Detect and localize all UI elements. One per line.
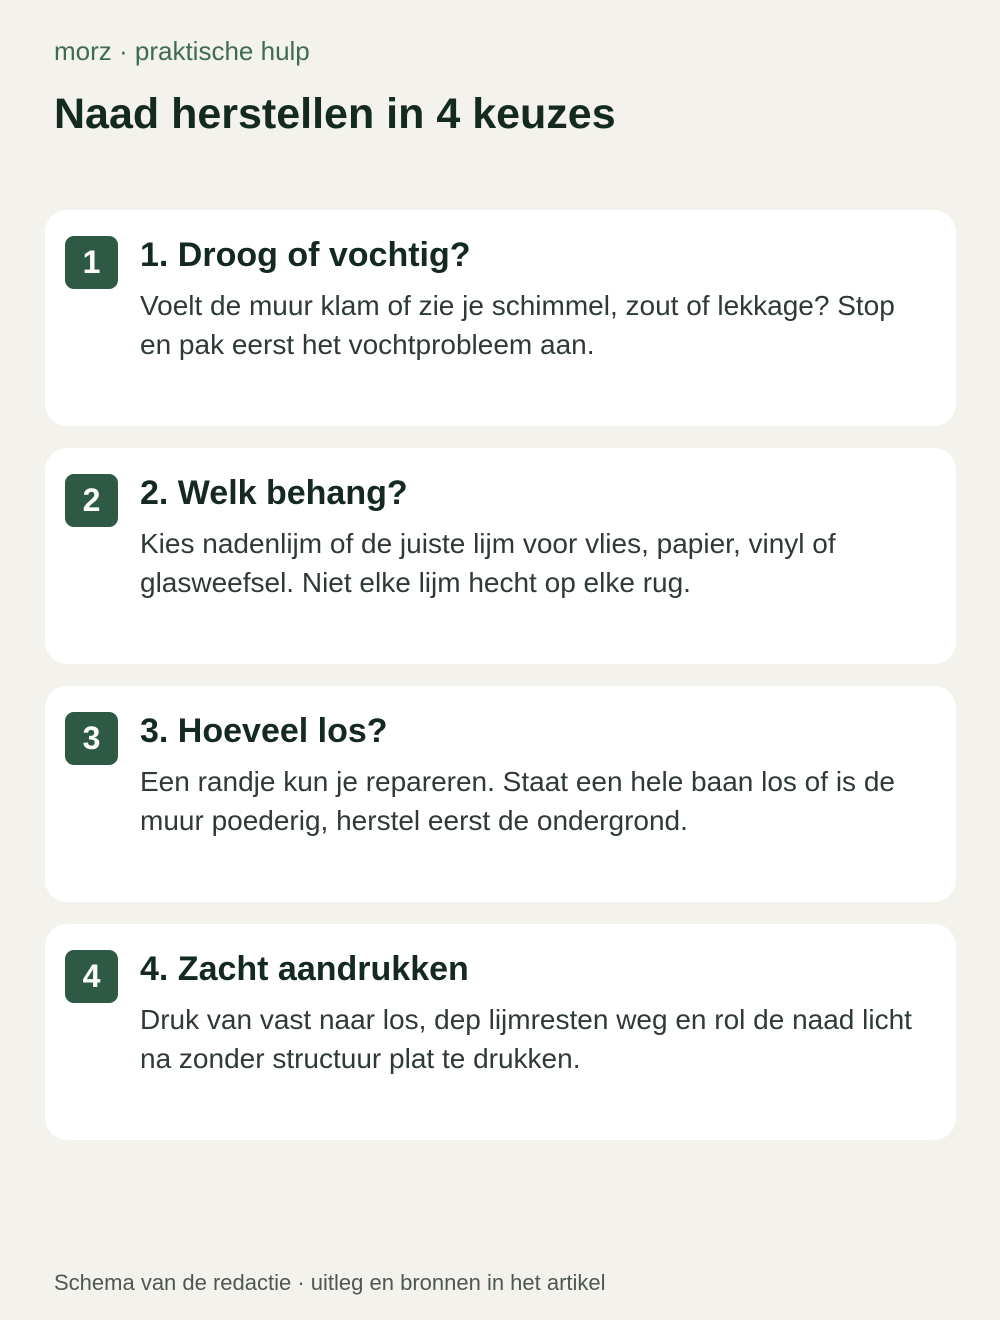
footer-note: Schema van de redactie · uitleg en bronnen in het artikel (54, 1270, 606, 1295)
step-card-2 (45, 448, 956, 664)
brand-line: morz · praktische hulp (54, 36, 310, 66)
step-card-4 (45, 924, 956, 1140)
step-description: Druk van vast naar los, dep lijmresten weg en rol de naad licht na zonder structuur plat te drukken. (140, 1004, 912, 1074)
step-number-badge: 3 (65, 712, 118, 765)
step-title: 1. Droog of vochtig? (140, 236, 471, 274)
step-description: Voelt de muur klam of zie je schimmel, zout of lekkage? Stop en pak eerst het vochtprobleem aan. (140, 290, 895, 360)
step-card-3 (45, 686, 956, 902)
step-title: 2. Welk behang? (140, 474, 408, 512)
step-card-1 (45, 210, 956, 426)
step-title: 3. Hoeveel los? (140, 712, 388, 750)
step-description: Kies nadenlijm of de juiste lijm voor vlies, papier, vinyl of glasweefsel. Niet elke lijm hecht op elke rug. (140, 528, 836, 598)
steps-list (45, 210, 956, 1162)
step-number-badge: 4 (65, 950, 118, 1003)
step-number-badge: 2 (65, 474, 118, 527)
step-number-badge: 1 (65, 236, 118, 289)
step-description: Een randje kun je repareren. Staat een hele baan los of is de muur poederig, herstel eerst de ondergrond. (140, 766, 895, 836)
step-title: 4. Zacht aandrukken (140, 950, 469, 988)
page-title: Naad herstellen in 4 keuzes (54, 90, 616, 138)
